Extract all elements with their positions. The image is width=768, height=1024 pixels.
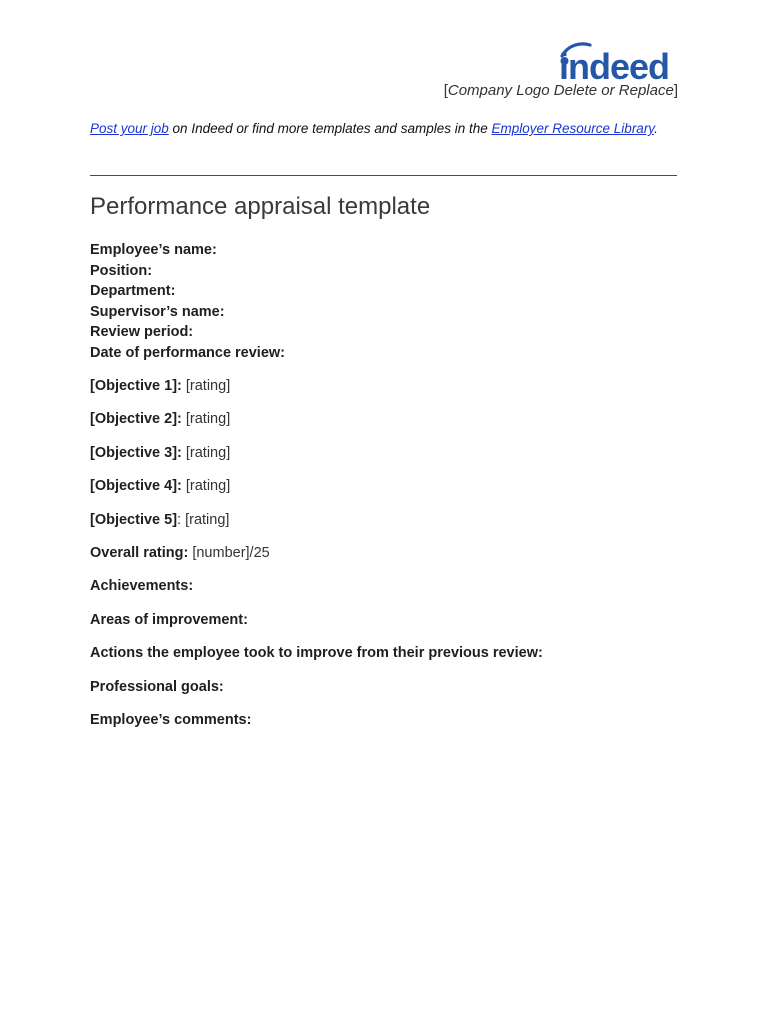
- employee-name-label: Employee’s name:: [90, 242, 217, 258]
- review-date-label: Date of performance review:: [90, 344, 286, 361]
- indeed-logo: [556, 42, 678, 82]
- areas-of-improvement-heading: Areas of improvement:: [90, 611, 248, 628]
- objective-2-line: [Objective 2]: [rating]: [90, 411, 231, 428]
- department-label: Department:: [90, 283, 176, 300]
- professional-goals-heading: Professional goals:: [90, 678, 224, 695]
- logo-placeholder-note: [Company Logo Delete or Replace]: [443, 82, 678, 99]
- post-your-job-link[interactable]: Post your job: [90, 121, 169, 136]
- objective-3-line: [Objective 3]: [rating]: [90, 444, 231, 461]
- employee-comments-heading: Employee’s comments:: [90, 711, 252, 728]
- overall-rating-line: Overall rating: [number]/25: [90, 544, 270, 561]
- objective-1-line: [Objective 1]: [rating]: [90, 378, 231, 394]
- improvement-actions-heading: Actions the employee took to improve from their previous review:: [90, 645, 543, 662]
- supervisor-name-label: Supervisor’s name:: [90, 303, 225, 320]
- employee-info-fields: [90, 240, 690, 364]
- appraisal-sections: [90, 377, 690, 744]
- review-period-label: Review period:: [90, 324, 194, 341]
- objective-4-line: [Objective 4]: [rating]: [90, 478, 231, 495]
- employer-resource-library-link[interactable]: Employer Resource Library: [491, 121, 655, 136]
- logo-wordmark: indeed: [559, 46, 670, 82]
- position-label: Position:: [90, 262, 153, 279]
- objective-5-line: [Objective 5]: [rating]: [90, 511, 230, 528]
- horizontal-divider: [90, 175, 677, 176]
- intro-text: Post your job on Indeed or find more templates and samples in the Employer Resource Library.: [90, 121, 658, 136]
- page-title: Performance appraisal template: [90, 193, 431, 220]
- achievements-heading: Achievements:: [90, 578, 194, 595]
